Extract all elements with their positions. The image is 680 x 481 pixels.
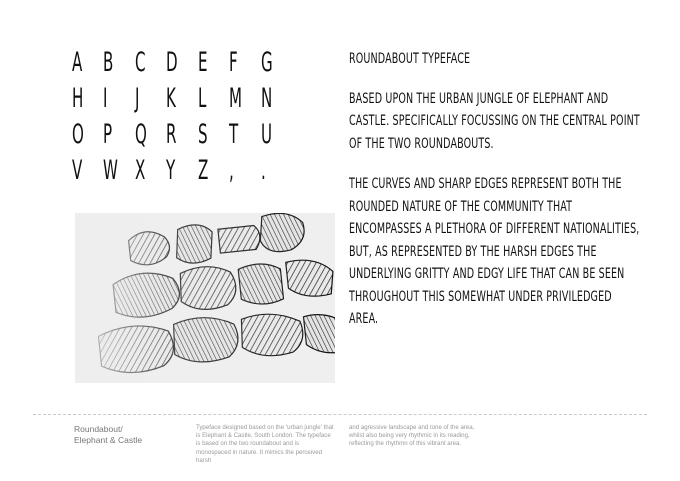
glyph-y: Y bbox=[166, 154, 176, 186]
footer-project-title bbox=[74, 424, 184, 446]
alphabet-row bbox=[72, 80, 292, 116]
glyph-c: C bbox=[134, 46, 146, 78]
glyph-m: M bbox=[229, 82, 243, 114]
footer-description-column-2: and agressive landscape and tone of the area, whilst also being very rhythmic in its reading, reflecting the rhythmn of this vibrant area. bbox=[349, 424, 475, 448]
footer-description-column-1: Typeface designed based on the ‘urban jungle’ that is Elephant & Castle, South London. The typeface is based on the two roundabout and is monospaced in nature. It mimics the perceived harsh bbox=[196, 424, 334, 464]
glyph-d: D bbox=[166, 46, 178, 78]
glyph-q: Q bbox=[134, 118, 147, 150]
glyph-u: U bbox=[260, 118, 272, 150]
specimen-print-photo bbox=[75, 213, 335, 383]
footer-divider bbox=[33, 414, 647, 415]
glyph-h: H bbox=[72, 82, 84, 114]
glyph-period: . bbox=[260, 154, 266, 186]
description-paragraph-1: BASED UPON THE URBAN JUNGLE OF ELEPHANT AND CASTLE. SPECIFICALLY FOCUSSING ON THE CENTRAL POINT OF THE TWO ROUNDABOUTS. bbox=[349, 90, 640, 152]
glyph-k: K bbox=[166, 82, 177, 114]
glyph-b: B bbox=[103, 46, 114, 78]
glyph-l: L bbox=[197, 82, 207, 114]
glyph-r: R bbox=[166, 118, 177, 150]
glyph-f: F bbox=[229, 46, 238, 78]
glyph-o: O bbox=[72, 118, 84, 150]
glyph-x: X bbox=[134, 154, 146, 186]
glyph-j: J bbox=[134, 82, 140, 114]
glyph-comma: , bbox=[229, 154, 234, 186]
glyph-z: Z bbox=[197, 154, 209, 186]
glyph-v: V bbox=[72, 154, 83, 186]
glyph-n: N bbox=[260, 82, 272, 114]
footer-title-line-2: Elephant & Castle bbox=[74, 435, 143, 445]
glyph-g: G bbox=[260, 46, 273, 78]
alphabet-row bbox=[72, 44, 292, 80]
typeface-title: ROUNDABOUT TYPEFACE bbox=[349, 51, 471, 67]
typeface-description bbox=[349, 48, 644, 349]
glyph-s: S bbox=[197, 118, 208, 150]
glyph-i: I bbox=[103, 82, 108, 114]
glyph-e: E bbox=[197, 46, 208, 78]
alphabet-row bbox=[72, 152, 292, 188]
hatched-letterforms-illustration bbox=[75, 213, 335, 383]
glyph-a: A bbox=[72, 46, 83, 78]
alphabet-grid bbox=[72, 44, 292, 188]
glyph-w: W bbox=[103, 154, 119, 186]
glyph-t: T bbox=[229, 118, 239, 150]
alphabet-row bbox=[72, 116, 292, 152]
description-paragraph-2: THE CURVES AND SHARP EDGES REPRESENT BOTH THE ROUNDED NATURE OF THE COMMUNITY THAT ENCOMPASSES A PLETHORA OF DIFFERENT NATIONALITIES, BUT, AS REPRESENTED BY THE HARSH EDGES THE UNDERLYING GRITTY AND EDGY LIFE THAT CAN BE SEEN THROUGHOUT THIS SOMEWHAT UNDER PRIVILEDGED AREA. bbox=[349, 176, 640, 327]
glyph-p: P bbox=[103, 118, 113, 150]
footer-title-line-1: Roundabout/ bbox=[74, 424, 123, 434]
